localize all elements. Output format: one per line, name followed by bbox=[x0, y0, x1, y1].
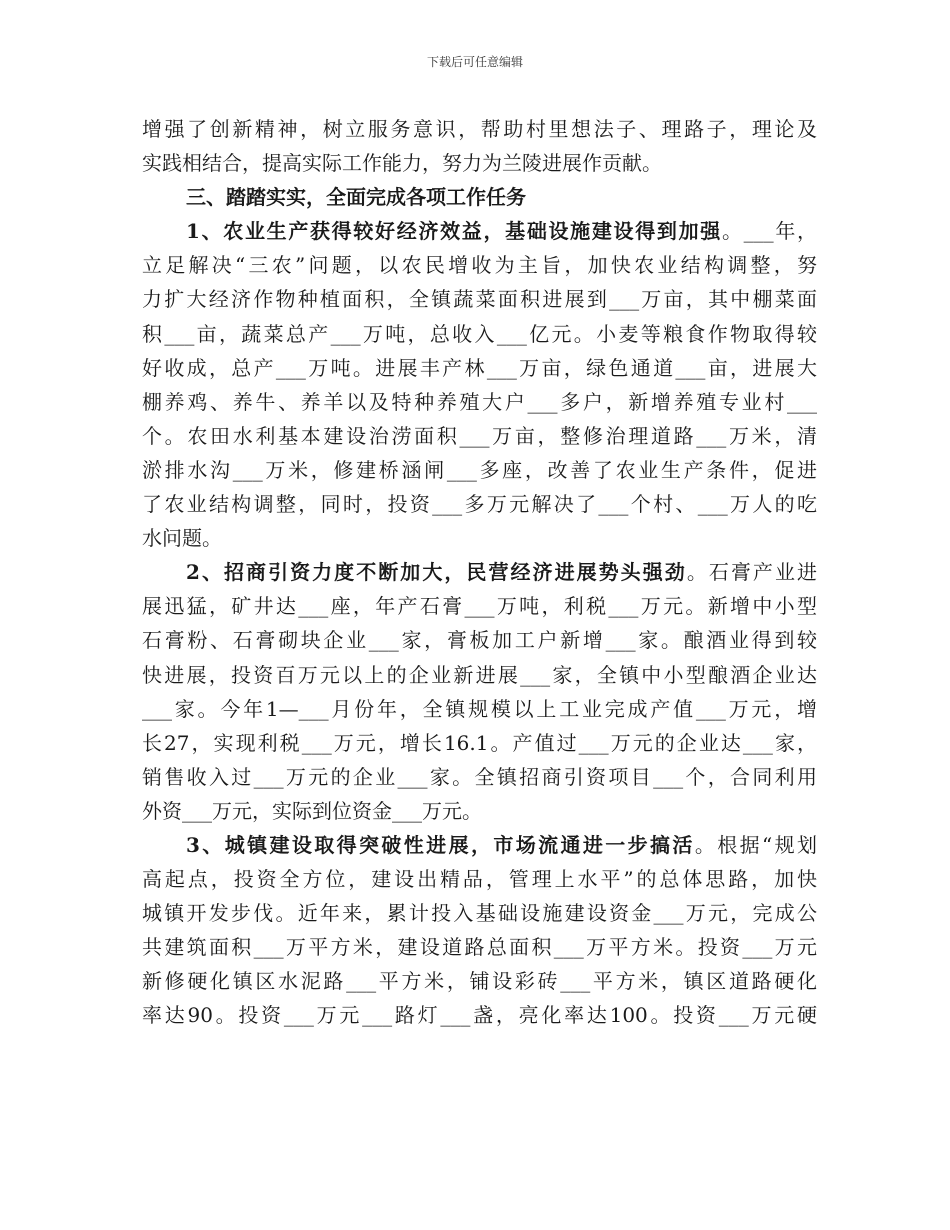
text-line bbox=[142, 930, 817, 964]
text-segment: 了农业结构调整，同时，投资___多万元解决了___个村、___万人的吃 bbox=[142, 492, 817, 517]
text-line bbox=[142, 419, 817, 453]
text-line bbox=[142, 964, 817, 998]
text-line bbox=[142, 555, 817, 589]
bold-lead: 2、招商引资力度不断加大，民营经济进展势头强劲 bbox=[186, 560, 687, 585]
text-segment: 共建筑面积___万平方米，建设道路总面积___万平方米。投资___万元 bbox=[142, 935, 817, 960]
text-segment: 高起点，投资全方位，建设出精品，管理上水平”的总体思路，加快 bbox=[142, 867, 817, 892]
text-segment: 立足解决“三农”问题，以农民增收为主旨，加快农业结构调整，努 bbox=[142, 253, 817, 278]
text-segment: 快进展，投资百万元以上的企业新进展___家，全镇中小型酿酒企业达 bbox=[142, 662, 817, 687]
text-line bbox=[142, 282, 817, 316]
text-segment: 。石膏产业进 bbox=[686, 560, 818, 585]
text-line bbox=[142, 726, 817, 760]
text-line bbox=[142, 317, 817, 351]
text-line bbox=[142, 896, 817, 930]
bold-lead: 3、城镇建设取得突破性进展，市场流通进一步搞活 bbox=[186, 832, 695, 857]
text-segment: 率达90。投资___万元___路灯___盏，亮化率达100。投资___万元硬 bbox=[142, 1003, 817, 1028]
text-segment: 好收成，总产___万吨。进展丰产林___万亩，绿色通道___亩，进展大 bbox=[142, 355, 817, 380]
text-segment: 个。农田水利基本建设治涝面积___万亩，整修治理道路___万米，清 bbox=[142, 423, 817, 448]
paragraph-1 bbox=[142, 112, 817, 180]
heading-line bbox=[142, 180, 817, 214]
text-line bbox=[142, 828, 817, 862]
text-line bbox=[142, 760, 817, 794]
text-line bbox=[142, 351, 817, 385]
text-line bbox=[142, 214, 817, 248]
text-line bbox=[142, 385, 817, 419]
text-line bbox=[142, 862, 817, 896]
text-line bbox=[142, 658, 817, 692]
text-segment: 新修硬化镇区水泥路___平方米，铺设彩砖___平方米，镇区道路硬化 bbox=[142, 969, 817, 994]
text-segment: 力扩大经济作物种植面积，全镇蔬菜面积进展到___万亩，其中棚菜面 bbox=[142, 287, 817, 312]
text-segment: 销售收入过___万元的企业___家。全镇招商引资项目___个，合同利用 bbox=[142, 764, 817, 789]
text-segment: 棚养鸡、养牛、养羊以及特种养殖大户___多户，新增养殖专业村___ bbox=[142, 389, 817, 414]
text-line bbox=[142, 146, 817, 180]
text-segment: 石膏粉、石膏砌块企业___家，膏板加工户新增___家。酿酒业得到较 bbox=[142, 628, 817, 653]
text-segment: 积___亩，蔬菜总产___万吨，总收入___亿元。小麦等粮食作物取得较 bbox=[142, 321, 817, 346]
text-line bbox=[142, 998, 817, 1032]
text-line bbox=[142, 521, 817, 555]
text-line bbox=[142, 589, 817, 623]
text-line bbox=[142, 487, 817, 521]
paragraph-investment bbox=[142, 555, 817, 828]
text-line bbox=[142, 453, 817, 487]
text-segment: 城镇开发步伐。近年来，累计投入基础设施建设资金___万元，完成公 bbox=[142, 901, 817, 926]
text-line bbox=[142, 794, 817, 828]
paragraph-agriculture bbox=[142, 214, 817, 555]
section-heading bbox=[142, 180, 817, 214]
text-segment: 增强了创新精神，树立服务意识，帮助村里想法子、理路子，理论及 bbox=[142, 117, 817, 141]
text-segment: 。___年， bbox=[721, 219, 817, 244]
text-segment: 。根据“规划 bbox=[694, 832, 817, 857]
text-line bbox=[142, 112, 817, 146]
paragraph-urban bbox=[142, 828, 817, 1033]
text-segment: 实践相结合，提高实际工作能力，努力为兰陵进展作贡献。 bbox=[142, 151, 662, 176]
page-header: 下载后可任意编辑 bbox=[426, 55, 523, 69]
text-segment: ___家。今年1—___月份年，全镇规模以上工业完成产值___万元，增 bbox=[142, 696, 817, 721]
text-segment: 水问题。 bbox=[142, 526, 222, 551]
text-segment: 外资___万元，实际到位资金___万元。 bbox=[142, 798, 482, 823]
text-segment: 展迅猛，矿井达___座，年产石膏___万吨，利税___万元。新增中小型 bbox=[142, 594, 817, 619]
heading-text: 三、踏踏实实，全面完成各项工作任务 bbox=[186, 185, 526, 210]
bold-lead: 1、农业生产获得较好经济效益，基础设施建设得到加强 bbox=[186, 219, 722, 244]
document-body bbox=[142, 112, 817, 1033]
text-line bbox=[142, 248, 817, 282]
text-line bbox=[142, 692, 817, 726]
text-line bbox=[142, 623, 817, 657]
text-segment: 淤排水沟___万米，修建桥涵闸___多座，改善了农业生产条件，促进 bbox=[142, 457, 817, 482]
text-segment: 长27，实现利税___万元，增长16.1。产值过___万元的企业达___家， bbox=[142, 730, 817, 755]
